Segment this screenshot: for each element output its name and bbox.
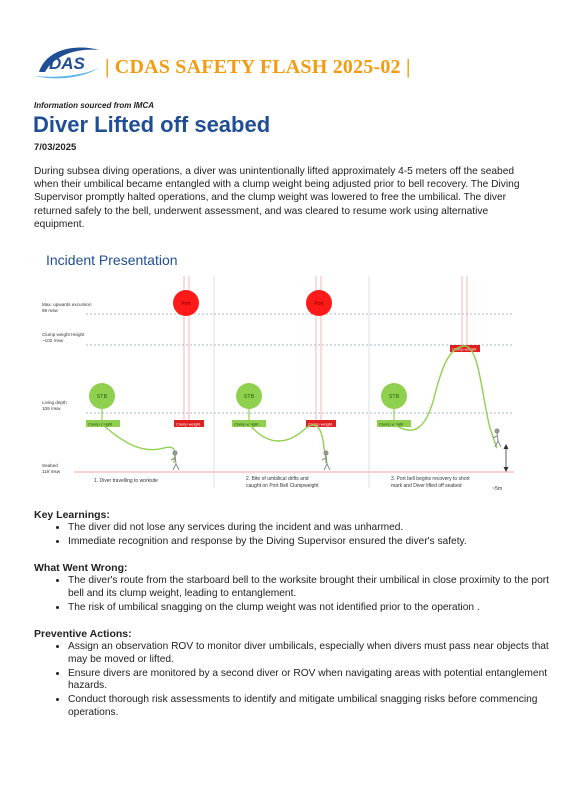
source-note: Information sourced from IMCA bbox=[34, 101, 155, 110]
list-item: • Ensure divers are monitored by a second diver or ROV when navigating areas with potential entanglement hazards. bbox=[68, 668, 562, 693]
cdas-logo bbox=[33, 42, 103, 82]
umbilical bbox=[249, 424, 326, 463]
incident-diagram bbox=[34, 248, 524, 498]
svg-text:Clump weight: Clump weight bbox=[234, 421, 259, 427]
svg-text:Port: Port bbox=[181, 301, 191, 307]
panel-2 bbox=[232, 276, 336, 489]
svg-text:STB: STB bbox=[96, 394, 108, 400]
diver-icon bbox=[493, 429, 501, 447]
svg-text:DAS: DAS bbox=[49, 54, 85, 73]
seabed-depth: 119 msw bbox=[42, 469, 61, 474]
clump-height-depth: ~102 msw bbox=[42, 338, 64, 343]
max-excursion-depth: 98 msw bbox=[42, 308, 58, 313]
page-title: Diver Lifted off seabed bbox=[33, 112, 271, 137]
svg-text:2. Bite of umbilical drifts an: 2. Bite of umbilical drifts and bbox=[246, 476, 309, 482]
svg-text:STB: STB bbox=[243, 394, 255, 400]
svg-text:Clump weight: Clump weight bbox=[88, 421, 113, 427]
svg-text:Clump weight: Clump weight bbox=[176, 421, 201, 427]
panel-3 bbox=[377, 276, 509, 492]
header bbox=[33, 42, 533, 86]
panel-1 bbox=[86, 276, 204, 484]
max-excursion-label: Max. upwards excursion bbox=[42, 302, 92, 307]
svg-text:Clump weight: Clump weight bbox=[308, 421, 333, 427]
what-went-wrong-heading: What Went Wrong: bbox=[34, 562, 128, 574]
svg-text:mark and Diver lifted off seab: mark and Diver lifted off seabed bbox=[391, 483, 462, 489]
what-went-wrong-list bbox=[34, 575, 562, 616]
list-item: • The diver's route from the starboard bell to the worksite brought their umbilical in close proximity to the port bell and its clump weight, leading to entanglement. bbox=[68, 575, 562, 600]
preventive-actions-list bbox=[34, 641, 562, 721]
umbilical bbox=[394, 346, 497, 448]
list-item: • The diver did not lose any services during the incident and was unharmed. bbox=[68, 522, 562, 535]
svg-text:Port: Port bbox=[314, 301, 324, 307]
preventive-actions-heading: Preventive Actions: bbox=[34, 628, 132, 640]
list-item: • Immediate recognition and response by the Diving Supervisor ensured the diver's safety. bbox=[68, 536, 562, 549]
svg-text:1. Diver travelling to worksit: 1. Diver travelling to worksite bbox=[94, 478, 158, 484]
lift-label: ~5m bbox=[492, 486, 503, 492]
clump-height-label: Clump weight Height bbox=[42, 332, 85, 337]
diagram-heading: Incident Presentation bbox=[46, 252, 178, 268]
svg-text:3. Port bell begins recovery t: 3. Port bell begins recovery to short bbox=[391, 476, 470, 482]
umbilical bbox=[102, 424, 175, 463]
list-item: • The risk of umbilical snagging on the clump weight was not identified prior to the operation . bbox=[68, 602, 562, 615]
safety-flash-title: | CDAS SAFETY FLASH 2025-02 | bbox=[105, 56, 411, 78]
diver-icon bbox=[171, 451, 179, 470]
list-item: • Assign an observation ROV to monitor diver umbilicals, especially when divers must pass near objects that may be moved or lifted. bbox=[68, 641, 562, 666]
intro-paragraph: During subsea diving operations, a diver was unintentionally lifted approximately 4-5 meters off the seabed when their umbilical became entangled with a clump weight being adjusted prior to bell recovery. The Diving Supervisor promptly halted operations, and the clump weight was lowered to free the umbilical. The diver returned safely to the bell, underwent assessment, and was cleared to resume work using alternative equipment. bbox=[34, 166, 520, 230]
living-depth-depth: 109 msw bbox=[42, 406, 61, 411]
svg-text:caught on Port Bell Clumpweigh: caught on Port Bell Clumpweight bbox=[246, 483, 319, 489]
living-depth-label: Living depth bbox=[42, 400, 67, 405]
key-learnings-heading: Key Learnings: bbox=[34, 509, 110, 521]
list-item: • Conduct thorough risk assessments to identify and mitigate umbilical snagging risks before commencing operations. bbox=[68, 694, 562, 719]
svg-text:Clump weight: Clump weight bbox=[452, 346, 477, 352]
svg-text:Clump weight: Clump weight bbox=[379, 421, 404, 427]
svg-text:STB: STB bbox=[388, 394, 400, 400]
date: 7/03/2025 bbox=[34, 142, 77, 153]
seabed-label: Seabed bbox=[42, 463, 58, 468]
key-learnings-list bbox=[34, 522, 562, 550]
